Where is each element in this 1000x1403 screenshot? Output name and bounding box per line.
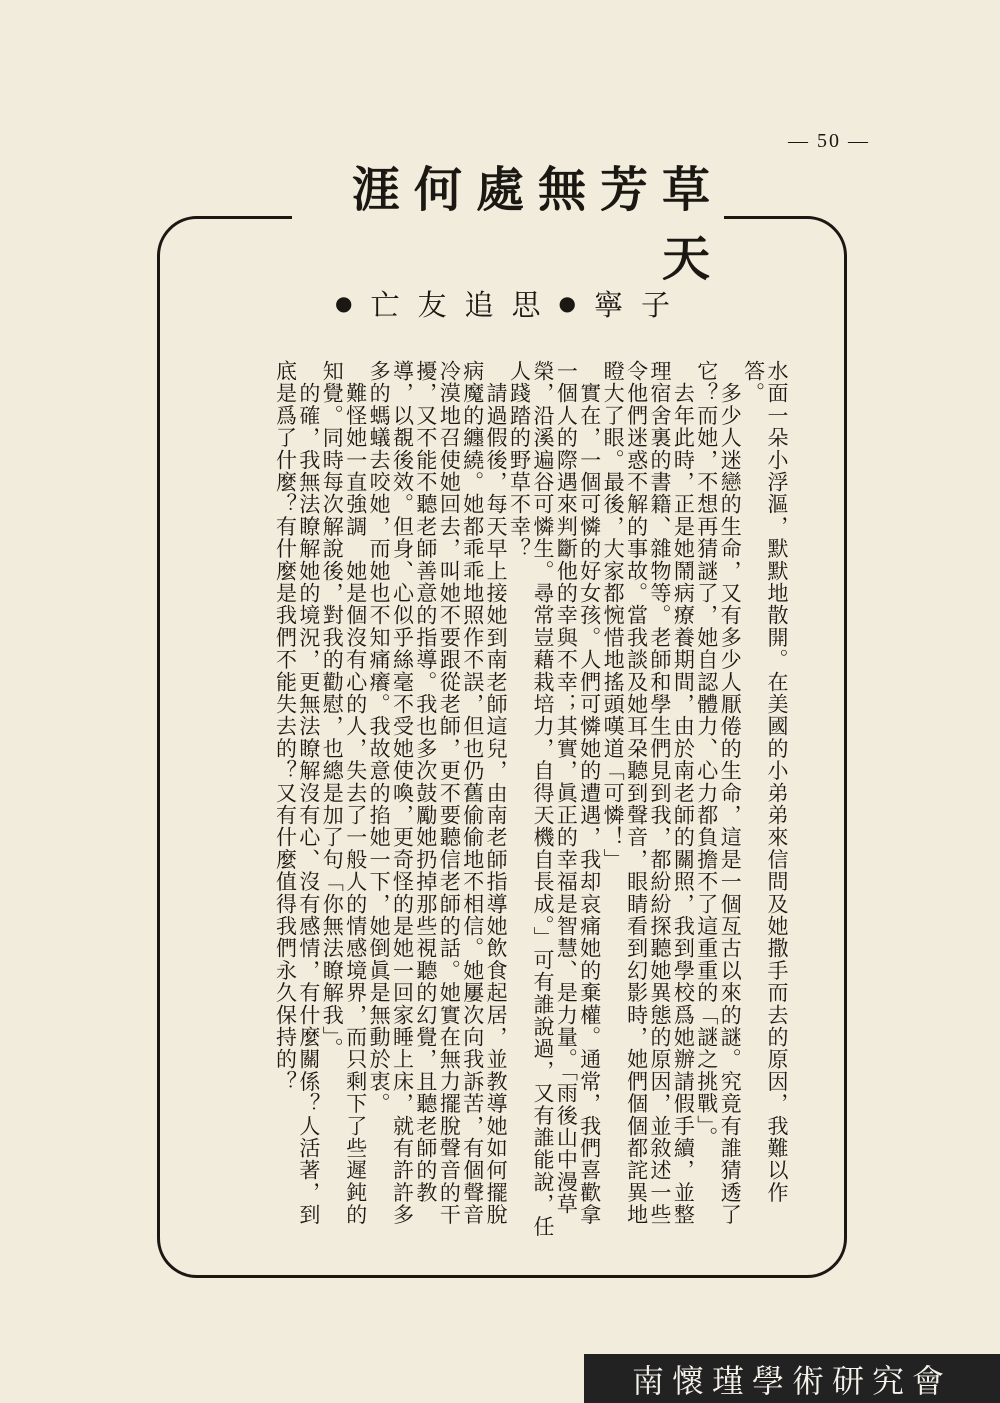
subtitle-char: 思 (511, 287, 541, 322)
article-title: 草芳無處何涯天 (351, 162, 724, 287)
bullet-dot: ● (558, 291, 576, 315)
paragraph: 請過假後，每天早上接她到南老師這兒，由南老師指導她飲食起居，並教導她如何擺脫病魔的纏繞。她都乖乖地照作不誤，但也仍舊偷偷地不相信。她屢次向我訴苦，有個聲音冷漠地召使她回去，叫她不要跟從老師，更不要聽信老師的話。她實在無力擺脫聲音的干擾，又不能不聽老師善意的指導。我也多次鼓勵她扔掉那些視聽的幻覺，且聽老師的教導，以覩後效。但身、心似乎絲毫不受她使喚，更奇怪的是她一回家睡上床，就有許許多多的螞蟻去咬她，而她也不知痛癢。我故意的掐她一下，她倒眞是無動於衷。 (367, 360, 509, 1226)
paragraph: 難怪她一直強調 她是個沒有心的人，失去了一般人的情感境界，而只剩下了些遲鈍的知覺。同時每次解說後，對我的勸慰，也總是加了句「你無法瞭解我」。 (320, 360, 368, 1226)
paragraph: 多少人迷戀的生命，又有多少人厭倦的生命，這是一個亙古以來的謎。究竟有誰猜透了它？而她，不想再猜謎了，她自認體力、心力都負擔不了這重重的「謎之挑戰」。 (694, 360, 743, 1226)
page-number: — 50 — (788, 130, 870, 152)
paragraph: 水面一朵小浮漚，默默地散開。在美國的小弟弟來信問及她撒手而去的原因，我難以作答。 (741, 360, 789, 1204)
article-body (218, 360, 788, 1240)
paragraph: 的確，我無法瞭解她的境況，更無法瞭解沒有心、沒有感情，有什麼關係？人活著，到底是爲了什麼？有什麼是我們不能失去的？又有什麼值得我們永久保持的？ (273, 360, 321, 1226)
paragraph: 實在，一個可憐的好女孩。人們可憐她的遭遇，我却哀痛她的棄權。通常，我們喜歡拿一個人的際遇來判斷他的幸與不幸；其實，眞正的幸福是智慧、是力量。「雨後山中漫草榮，沿溪遍谷可憐生。尋常豈藉栽培力，自得天機自長成。」可有誰說過，又有誰能說，任人踐踏的野草不幸？ (507, 360, 602, 1238)
paragraph: 去年此時，正是她鬧病療養期間，由於南老師的關照，我到學校爲她辦請假手續，並整理宿舍裏的書籍、雜物等。老師和學生們見到我，都紛紛探聽她異態的原因，並敘述一些令他們迷惑不解的事故。當我談及她耳朶聽到聲音，眼睛看到幻影時，她們個個都詫異地瞪大了眼。最後，大家都惋惜地搖頭嘆道「可憐！」 (601, 360, 696, 1226)
article-subtitle (335, 283, 670, 323)
subtitle-char: 亡 (370, 287, 400, 322)
author-char: 子 (640, 287, 670, 322)
subtitle-char: 追 (464, 287, 494, 322)
bullet-dot: ● (335, 291, 353, 315)
author-char: 寧 (593, 287, 623, 322)
publisher-watermark: 南懷瑾學術研究會 (584, 1354, 1000, 1403)
subtitle-char: 友 (417, 287, 447, 322)
